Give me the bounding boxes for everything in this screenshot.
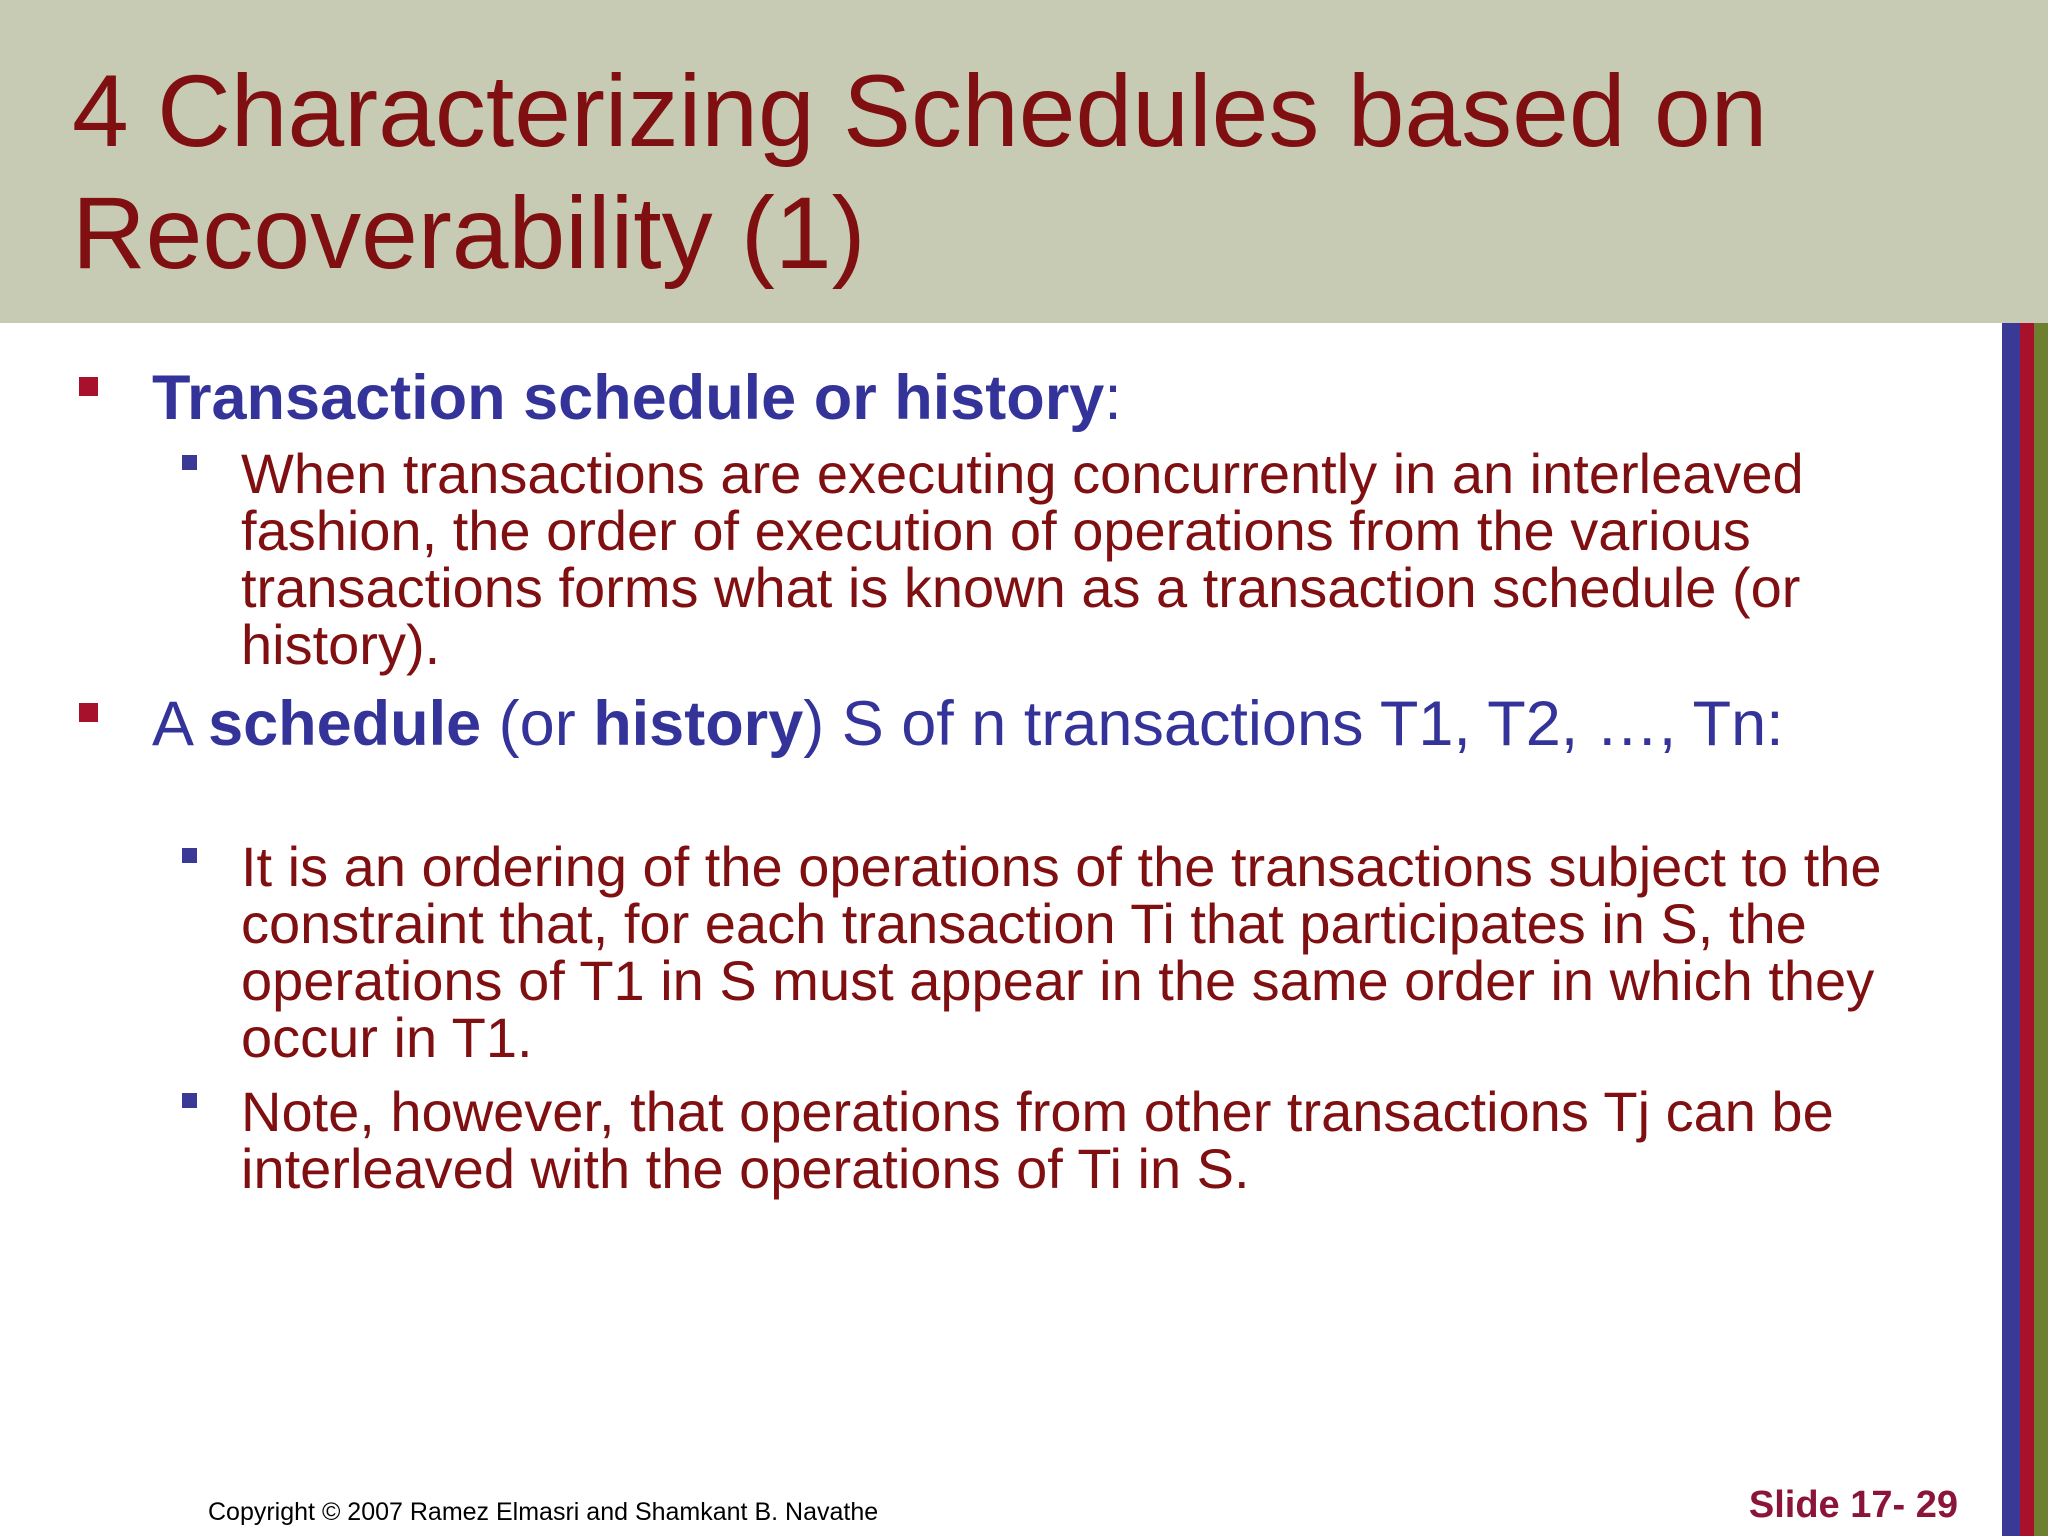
sub-bullet-interleaved-execution: When transactions are executing concurrently in an interleaved fashion, the order of execution of operations from the various transactions forms what is known as a transaction schedule (or history).	[241, 442, 1804, 676]
schedule-or: (or	[481, 689, 594, 759]
bullet-square-icon	[79, 377, 98, 396]
bullet-colon: :	[1104, 363, 1122, 433]
sub-bullet-square-icon	[182, 1093, 197, 1108]
footer-copyright: Copyright © 2007 Ramez Elmasri and Shamkant B. Navathe	[208, 1498, 879, 1526]
term-transaction-schedule: Transaction schedule or history	[152, 363, 1105, 433]
sub-bullet-ordering-constraint: It is an ordering of the operations of the transactions subject to the constraint that, for each transaction Ti that participates in S, the operations of T1 in S must appear in the same order in which they occur in T1.	[241, 835, 1882, 1069]
slide-number: Slide 17- 29	[1748, 1484, 1958, 1526]
slide-title: 4 Characterizing Schedules based on Recoverability (1)	[72, 54, 1768, 290]
stripe-green	[2034, 323, 2048, 1536]
bullet-square-icon	[79, 703, 98, 722]
schedule-prefix: A	[152, 689, 209, 759]
stripe-red	[2020, 323, 2034, 1536]
term-history: history	[593, 689, 804, 759]
stripe-blue	[2002, 323, 2020, 1536]
bullet-item-transaction-schedule	[152, 363, 1992, 433]
term-schedule: schedule	[208, 689, 482, 759]
sub-bullet-square-icon	[182, 455, 197, 470]
sub-bullet-square-icon	[182, 848, 197, 863]
side-stripes	[2002, 323, 2048, 1536]
schedule-suffix: ) S of n transactions T1, T2, …, Tn:	[803, 689, 1784, 759]
sub-bullet-interleaving-note: Note, however, that operations from other transactions Tj can be interleaved with the operations of Ti in S.	[241, 1080, 1834, 1200]
bullet-item-schedule-definition	[152, 689, 1892, 759]
